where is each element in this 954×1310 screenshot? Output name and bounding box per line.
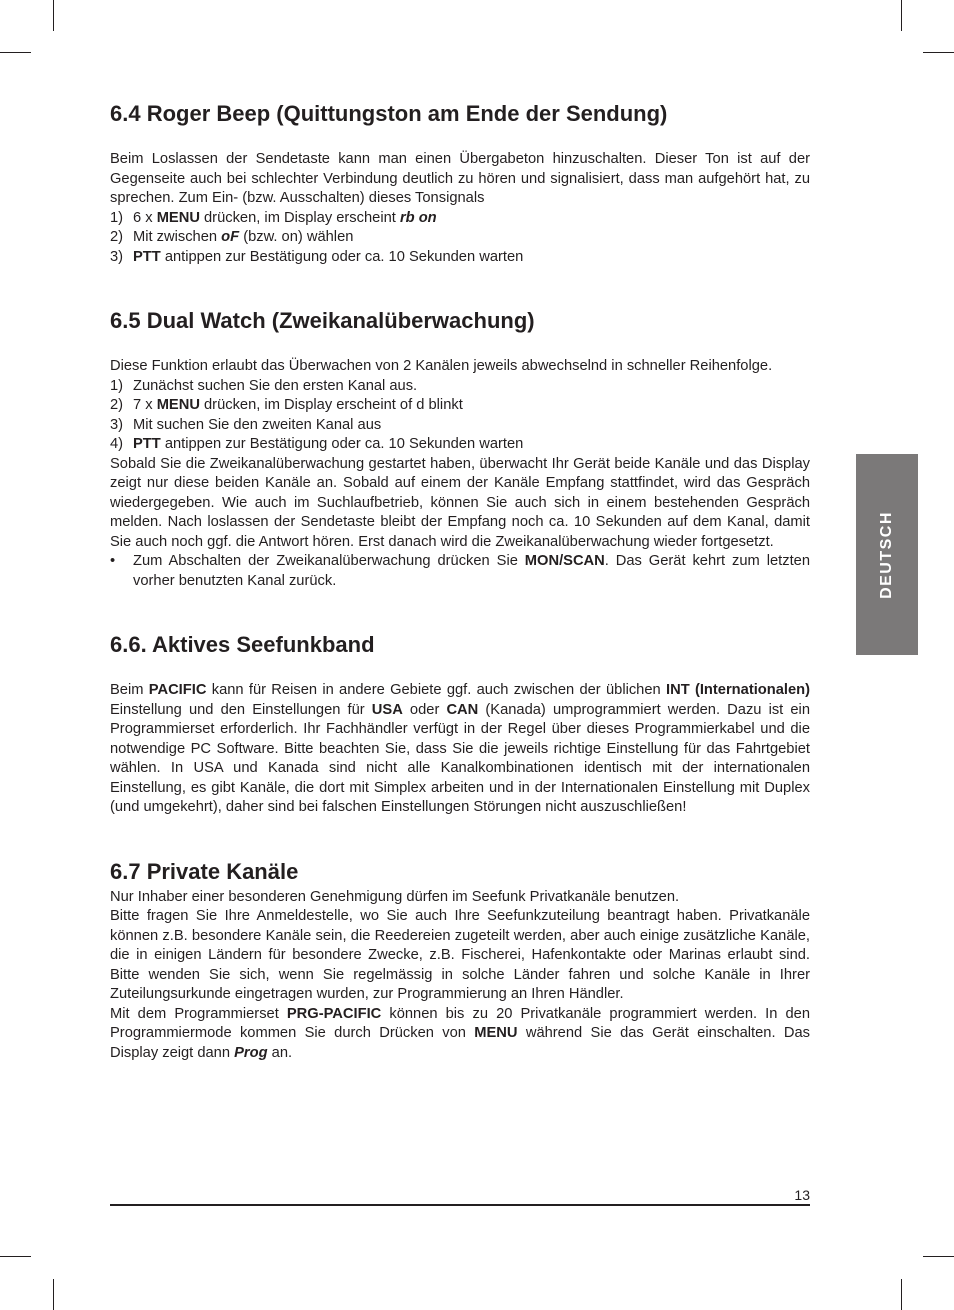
list-item bbox=[110, 228, 810, 248]
crop-mark bbox=[923, 1256, 954, 1257]
paragraph: Sobald Sie die Zweikanalüberwachung gestartet haben, überwacht Ihr Gerät beide Kanäle und das Display zeigt nur diese beiden Kanäle an. Sobald auf einem der Kanäle Empfang stattfindet, wird das Gespräch wiedergegeben. Wie auch im Suchlaufbetrieb, können Sie auch sich in einem bestehenden Gespräch melden. Nach loslassen der Sendetaste bleibt der Empfang noch ca. 10 Sekunden auf dem Kanal, damit Sie auch noch ggf. die Antwort hören. Erst danach wird die Zweikanalüberwachung wieder fortgesetzt. bbox=[110, 455, 810, 550]
list-item bbox=[110, 377, 810, 397]
crop-mark bbox=[0, 1256, 31, 1257]
item-number: 3) bbox=[110, 248, 124, 265]
list-item bbox=[110, 416, 810, 436]
section-body-dual-watch bbox=[110, 357, 810, 591]
footer-divider bbox=[110, 1204, 810, 1206]
item-text: Mit suchen Sie den zweiten Kanal aus bbox=[133, 416, 382, 433]
page-number: 13 bbox=[794, 1187, 810, 1203]
bullet-item bbox=[110, 552, 810, 591]
crop-mark bbox=[53, 1279, 54, 1310]
section-body-seefunkband bbox=[110, 681, 810, 818]
crop-mark bbox=[0, 52, 31, 53]
item-number: 3) bbox=[110, 416, 124, 433]
page-content bbox=[110, 100, 810, 1063]
paragraph: Beim Loslassen der Sendetaste kann man einen Übergabeton hinzuschalten. Dieser Ton ist auf der Gegenseite auch bei schlechter Verbindung deutlich zu hören und signalisiert, dass man aufgehört hat, zu sprechen. Zum Ein- (bzw. Ausschalten) dieses Tonsignals bbox=[110, 151, 810, 206]
section-body-private-kanaele bbox=[110, 888, 810, 1064]
section-title-dual-watch: 6.5 Dual Watch (Zweikanalüberwachung) bbox=[110, 308, 535, 333]
list-item bbox=[110, 435, 810, 455]
item-number: 1) bbox=[110, 209, 124, 226]
item-number: 1) bbox=[110, 377, 124, 394]
item-text: PTT antippen zur Bestätigung oder ca. 10 Sekunden warten bbox=[133, 436, 524, 452]
item-number: 2) bbox=[110, 229, 124, 245]
paragraph: Nur Inhaber einer besonderen Genehmigung dürfen im Seefunk Privatkanäle benutzen. bbox=[110, 888, 680, 905]
item-text: 7 x MENU drücken, im Display erscheint of d blinkt bbox=[133, 397, 463, 413]
list-item bbox=[110, 248, 810, 268]
item-text: PTT antippen zur Bestätigung oder ca. 10 Sekunden warten bbox=[133, 248, 524, 265]
section-title-roger-beep: 6.4 Roger Beep (Quittungston am Ende der Sendung) bbox=[110, 101, 668, 126]
crop-mark bbox=[53, 0, 54, 31]
item-number: 4) bbox=[110, 436, 124, 452]
paragraph: Beim PACIFIC kann für Reisen in andere Gebiete ggf. auch zwischen der üblichen INT (Internationalen) Einstellung und den Einstellungen für USA oder CAN (Kanada) umprogrammiert werden. Dazu ist ein Programmierset erforderlich. Ihr Fachhändler verfügt in der Regel über dieses Programmierkabel und die notwendige PC Software. Bitte beachten Sie, dass Sie die jeweils richtige Einstellung für das Fahrtgebiet wählen. In USA und Kanada sind nicht alle Kanalkombinationen identisch mit der internationalen Einstellung, es gibt Kanäle, die dort mit Simplex arbeiten und in der Internationalen Einstellung mit Duplex (und umgekehrt), daher sind bei falschen Einstellungen Störungen nicht auszuschließen! bbox=[110, 682, 811, 815]
item-text: 6 x MENU drücken, im Display erscheint rb on bbox=[133, 209, 437, 226]
language-tab bbox=[856, 454, 918, 655]
language-tab-label: DEUTSCH bbox=[878, 510, 895, 599]
item-text: Zunächst suchen Sie den ersten Kanal aus. bbox=[133, 377, 418, 394]
paragraph: Bitte fragen Sie Ihre Anmeldestelle, wo Sie auch Ihre Seefunkzuteilung beantragt haben. Privatkanäle können z.B. besondere Kanäle sein, die Reedereien zugeteilt werden, aber auch einige zusätzliche Kanäle, die in einigen Ländern für besondere Zwecke, z.B. Fischerei, Hafenkontakte oder Marinas erlaubt sind. Bitte wenden Sie sich, wenn Sie regelmässig in solche Länder fahren und solche Kanäle in Ihrer Zuteilungsurkunde eingetragen wurden, zur Programmierung an Ihren Händler. bbox=[110, 908, 810, 1002]
section-title-seefunkband: 6.6. Aktives Seefunkband bbox=[110, 632, 375, 657]
bullet-text: Zum Abschalten der Zweikanalüberwachung drücken Sie MON/SCAN. Das Gerät kehrt zum letzten vorher benutzten Kanal zurück. bbox=[133, 553, 810, 589]
crop-mark bbox=[901, 1279, 902, 1310]
section-title-private-kanaele: 6.7 Private Kanäle bbox=[110, 858, 299, 884]
section-body-roger-beep bbox=[110, 150, 810, 267]
paragraph: Mit dem Programmierset PRG-PACIFIC können bis zu 20 Privatkanäle programmiert werden. In den Programmiermode kommen Sie durch Drücken von MENU während Sie das Gerät einschalten. Das Display zeigt dann Prog an. bbox=[110, 1005, 810, 1061]
bullet-icon: • bbox=[110, 553, 116, 569]
list-item bbox=[110, 396, 810, 416]
crop-mark bbox=[901, 0, 902, 31]
list-item bbox=[110, 209, 810, 229]
item-number: 2) bbox=[110, 397, 124, 413]
paragraph: Diese Funktion erlaubt das Überwachen von 2 Kanälen jeweils abwechselnd in schneller Reihenfolge. bbox=[110, 358, 773, 374]
item-text: Mit zwischen oF (bzw. on) wählen bbox=[133, 229, 354, 245]
crop-mark bbox=[923, 52, 954, 53]
